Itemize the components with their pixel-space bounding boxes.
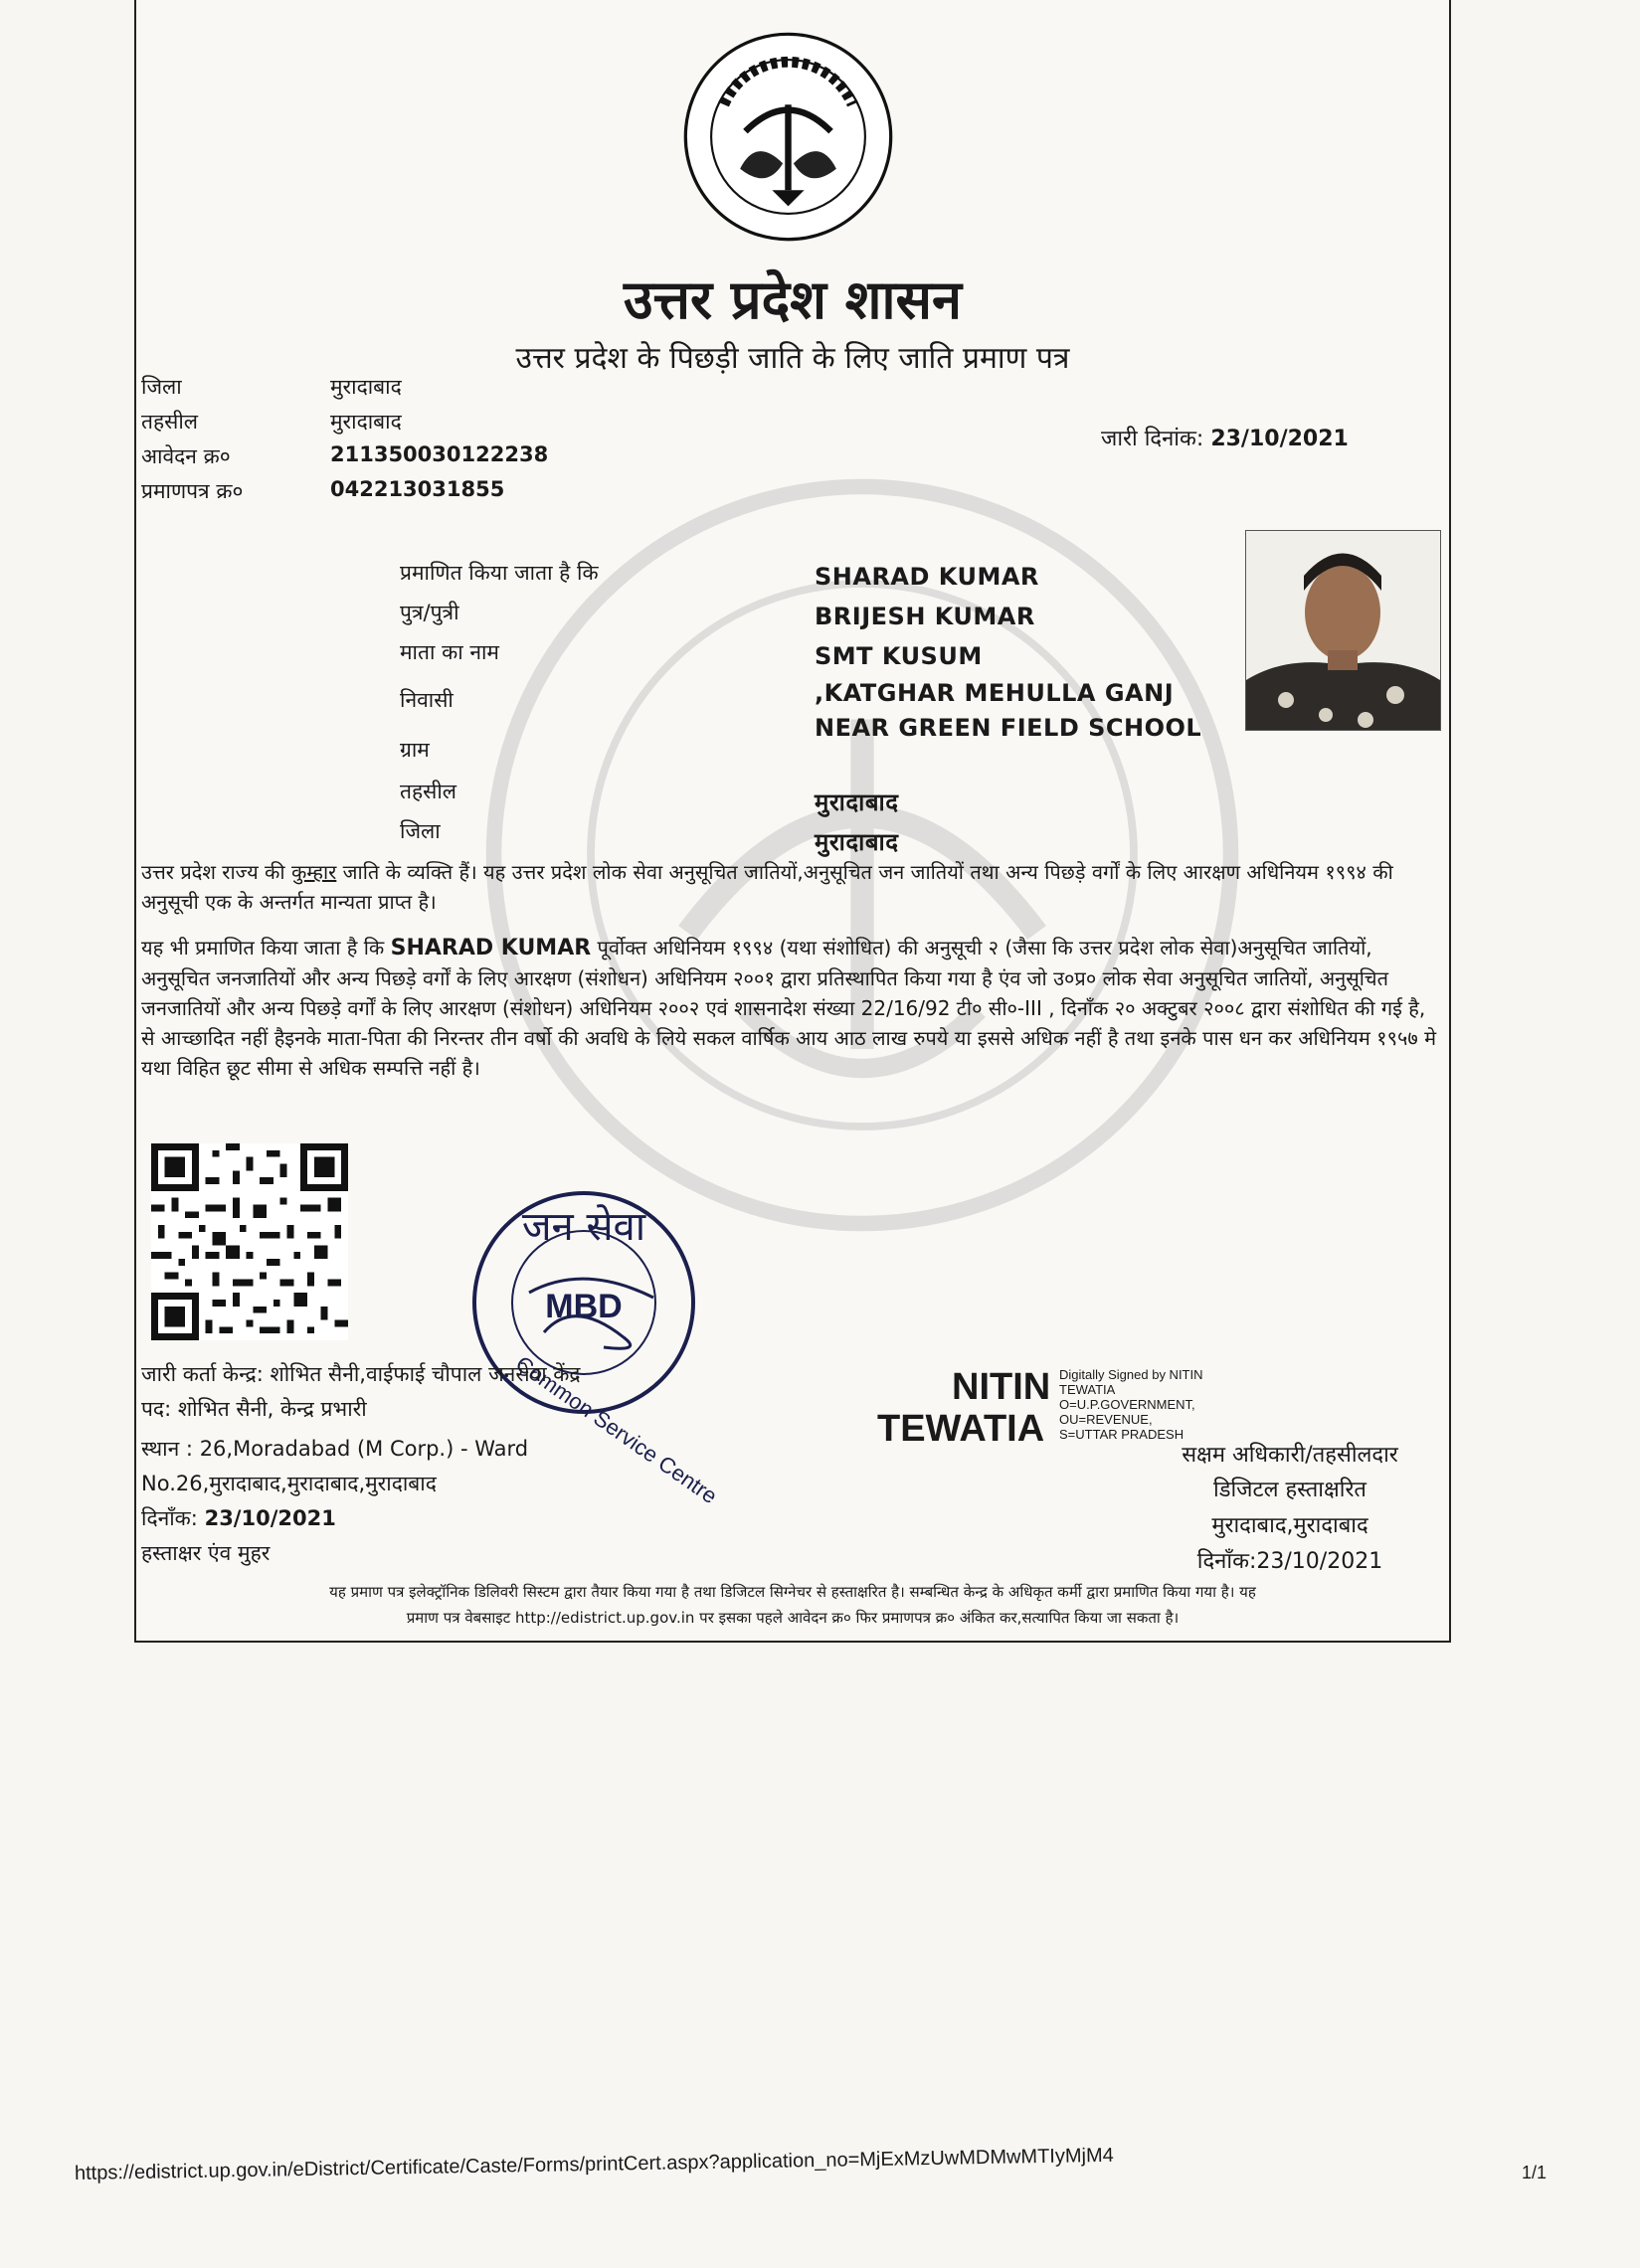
- applicant-photo: [1245, 530, 1441, 731]
- page-number: 1/1: [1522, 2163, 1548, 2182]
- caste-paragraph: उत्तर प्रदेश राज्य की कुम्हार जाति के व्यक्ति हैं। यह उत्तर प्रदेश लोक सेवा अनुसूचित जातियों,अनुसूचित जन जातियों तथा अन्य पिछड़े वर्गों के लिए आरक्षण अधिनियम १९९४ की अनुसूची एक के अन्तर्गत मान्यता प्राप्त है।: [141, 860, 1393, 914]
- print-page-url: https://edistrict.up.gov.in/eDistrict/Certificate/Caste/Forms/printCert.aspx?application_no=MjExMzUwMDMwMTIyMjM4: [74, 2144, 1114, 2184]
- common-service-centre-seal: [455, 1178, 722, 1509]
- up-state-emblem-icon: [681, 30, 895, 244]
- signature-detail: TEWATIA: [1059, 1382, 1116, 1397]
- value-district: मुरादाबाद: [815, 828, 899, 856]
- label-son-daughter-of: पुत्र/पुत्री: [400, 601, 459, 624]
- signer-first-name: NITIN: [952, 1366, 1051, 1408]
- signature-detail: Digitally Signed by NITIN: [1059, 1367, 1203, 1382]
- issuer-date: दिनाँक: 23/10/2021: [141, 1506, 336, 1530]
- label-tehsil: तहसील: [400, 780, 456, 803]
- label-mother-name: माता का नाम: [400, 640, 499, 664]
- svg-text:जन सेवा: जन सेवा: [521, 1204, 646, 1250]
- signer-last-name: TEWATIA: [877, 1408, 1045, 1450]
- signature-detail: O=U.P.GOVERNMENT,: [1059, 1397, 1195, 1412]
- svg-text:Common Service Centre: Common Service Centre: [511, 1350, 722, 1509]
- value-tehsil: मुरादाबाद: [815, 788, 899, 816]
- value-applicant-name: SHARAD KUMAR: [815, 563, 1039, 591]
- authority-digital-signed: डिजिटल हस्ताक्षरित: [1213, 1478, 1367, 1502]
- signature-and-seal-label: हस्ताक्षर एंव मुहर: [141, 1541, 271, 1565]
- issuer-place-line1: स्थान : 26,Moradabad (M Corp.) - Ward: [141, 1437, 529, 1461]
- caste-certificate: उत्तर प्रदेश शासन उत्तर प्रदेश के पिछड़ी जाति के लिए जाति प्रमाण पत्र जिला मुरादाबाद तहसील मुरादाबाद आवेदन क्र० 211350030122238 प्रमाणपत्र क्र० 042213031855 जारी दिनांक: 23/10/2021 प्रमाणित किया जाता है कि SHARAD KUMAR पुत्र/पुत्री BRIJESH KUMAR माता का नाम SMT KUSUM निवासी ,KATGHAR MEHULLA GANJ NEAR GREEN FIELD SCHOOL ग्राम तहसील मुरादाबाद जिला मुरादाबाद उत्तर प्रदेश राज्य की कुम्हार जाति के व्यक्ति हैं। यह उत्तर प्रदेश लोक सेवा अनुसूचित जातियों,अनुसूचित जन जातियों तथा अन्य पिछड़े वर्गों के लिए आरक्षण अधिनियम १९९४ की अनुसूची एक के अन्तर्गत मान्यता प्राप्त है। यह भी प्रमाणित किया जाता है कि SHARAD KUMAR पूर्वोक्त अधिनियम १९९४ (यथा संशोधित) की अनुसूची २ (जैसा कि उत्तर प्रदेश लोक सेवा)अनुसूचित जातियों, अनुसूचित जनजातियों और अन्य पिछड़े वर्गों के लिए आरक्षण (संशोधन) अधिनियम २००१ द्वारा प्रतिस्थापित किया गया है एंव जो उ०प्र० लोक सेवा अनुसूचित जातियों, अनुसूचित जनजातियों और अन्य पिछड़े वर्गों के लिए आरक्षण (संशोधन) अधिनियम २००२ एवं शासनादेश संख्या 22/16/92 टी० सी०-III , दिनाँक २० अक्टुबर २००८ द्वारा संशोधित की गई है, से आच्छादित नहीं हैइनके माता-पिता की निरन्तर तीन वर्षो की अवधि के लिये सकल वार्षिक आय आठ लाख रुपये या इससे अधिक नहीं है तथा इनके पास धन कर अधिनियम १९५७ मे यथा विहित छूट सीमा से अधिक सम्पत्ति नहीं है। जन सेवा Common Service Centre MBD जारी कर्ता केन्द्र: शोभित सैनी,वाईफाई चौपाल जनसेवा केंद्र पद: शोभित सैनी, केन्द्र प्रभारी स्थान : 26,Moradabad (M Corp.) - Ward No.26,मुरादाबाद,मुरादाबाद,मुरादाबाद दिनाँक: 23/10/2021 हस्ताक्षर एंव मुहर NITIN TEWATIA Digitally Signed by NITIN TEWATIA O=U.P.GOVERNMENT, OU=REVENUE, S=UTTAR PRADESH सक्षम अधिकारी/तहसीलदार डिजिटल हस्ताक्षरित मुरादाबाद,मुरादाबाद दिनाँक:23/10/2021 यह प्रमाण पत्र इलेक्ट्रॉनिक डिलिवरी सिस्टम द्वारा तैयार किया गया है तथा डिजिटल सिग्नेचर से हस्ताक्षरित है। सम्बन्धित केन्द्र के अधिकृत कर्मी द्वारा प्रमाणित किया गया है। यह प्रमाण पत्र वेबसाइट http://edistrict.up.gov.in पर इसका पहले आवेदन क्र० फिर प्रमाणपत्र क्र० अंकित कर,सत्यापित किया जा सकता है।: [134, 0, 1451, 1643]
- value-father-name: BRIJESH KUMAR: [815, 603, 1035, 630]
- label-certified-that: प्रमाणित किया जाता है कि: [400, 561, 599, 585]
- authority-location: मुरादाबाद,मुरादाबाद: [1211, 1513, 1368, 1538]
- value-mother-name: SMT KUSUM: [815, 642, 983, 670]
- issuer-place-line2: No.26,मुरादाबाद,मुरादाबाद,मुरादाबाद: [141, 1472, 437, 1495]
- certificate-subtitle: उत्तर प्रदेश के पिछड़ी जाति के लिए जाति प्रमाण पत्र: [515, 341, 1070, 376]
- issuing-centre: जारी कर्ता केन्द्र: शोभित सैनी,वाईफाई चौपाल जनसेवा केंद्र: [141, 1362, 581, 1386]
- verification-qr-code: [151, 1143, 348, 1340]
- label-district: जिला: [400, 819, 441, 843]
- svg-text:MBD: MBD: [545, 1288, 623, 1325]
- label-village: ग्राम: [400, 738, 430, 762]
- certificate-title: उत्तर प्रदेश शासन: [624, 267, 962, 331]
- signature-detail: OU=REVENUE,: [1059, 1412, 1153, 1427]
- authority-date: दिनाँक:23/10/2021: [1196, 1549, 1383, 1574]
- label-resident: निवासी: [400, 688, 454, 712]
- issue-date: जारी दिनांक: 23/10/2021: [1101, 427, 1349, 451]
- signature-detail: S=UTTAR PRADESH: [1059, 1427, 1184, 1442]
- authority-designation: सक्षम अधिकारी/तहसीलदार: [1182, 1443, 1398, 1468]
- issuer-post: पद: शोभित सैनी, केन्द्र प्रभारी: [141, 1397, 367, 1421]
- value-address-line2: NEAR GREEN FIELD SCHOOL: [815, 714, 1202, 742]
- footer-note-line1: यह प्रमाण पत्र इलेक्ट्रॉनिक डिलिवरी सिस्टम द्वारा तैयार किया गया है तथा डिजिटल सिग्नेचर से हस्ताक्षरित है। सम्बन्धित केन्द्र के अधिकृत कर्मी द्वारा प्रमाणित किया गया है। यह: [329, 1583, 1256, 1601]
- footer-note-line2: प्रमाण पत्र वेबसाइट http://edistrict.up.gov.in पर इसका पहले आवेदन क्र० फिर प्रमाणपत्र क्र० अंकित कर,सत्यापित किया जा सकता है।: [406, 1609, 1180, 1627]
- eligibility-paragraph: यह भी प्रमाणित किया जाता है कि SHARAD KUMAR पूर्वोक्त अधिनियम १९९४ (यथा संशोधित) की अनुसूची २ (जैसा कि उत्तर प्रदेश लोक सेवा)अनुसूचित जातियों, अनुसूचित जनजातियों और अन्य पिछड़े वर्गों के लिए आरक्षण (संशोधन) अधिनियम २००१ द्वारा प्रतिस्थापित किया गया है एंव जो उ०प्र० लोक सेवा अनुसूचित जातियों, अनुसूचित जनजातियों और अन्य पिछड़े वर्गों के लिए आरक्षण (संशोधन) अधिनियम २००२ एवं शासनादेश संख्या 22/16/92 टी० सी०-III , दिनाँक २० अक्टुबर २००८ द्वारा संशोधित की गई है, से आच्छादित नहीं हैइनके माता-पिता की निरन्तर तीन वर्षो की अवधि के लिये सकल वार्षिक आय आठ लाख रुपये या इससे अधिक नहीं है तथा इनके पास धन कर अधिनियम १९५७ मे यथा विहित छूट सीमा से अधिक सम्पत्ति नहीं है।: [141, 936, 1437, 1080]
- value-address-line1: ,KATGHAR MEHULLA GANJ: [815, 679, 1175, 707]
